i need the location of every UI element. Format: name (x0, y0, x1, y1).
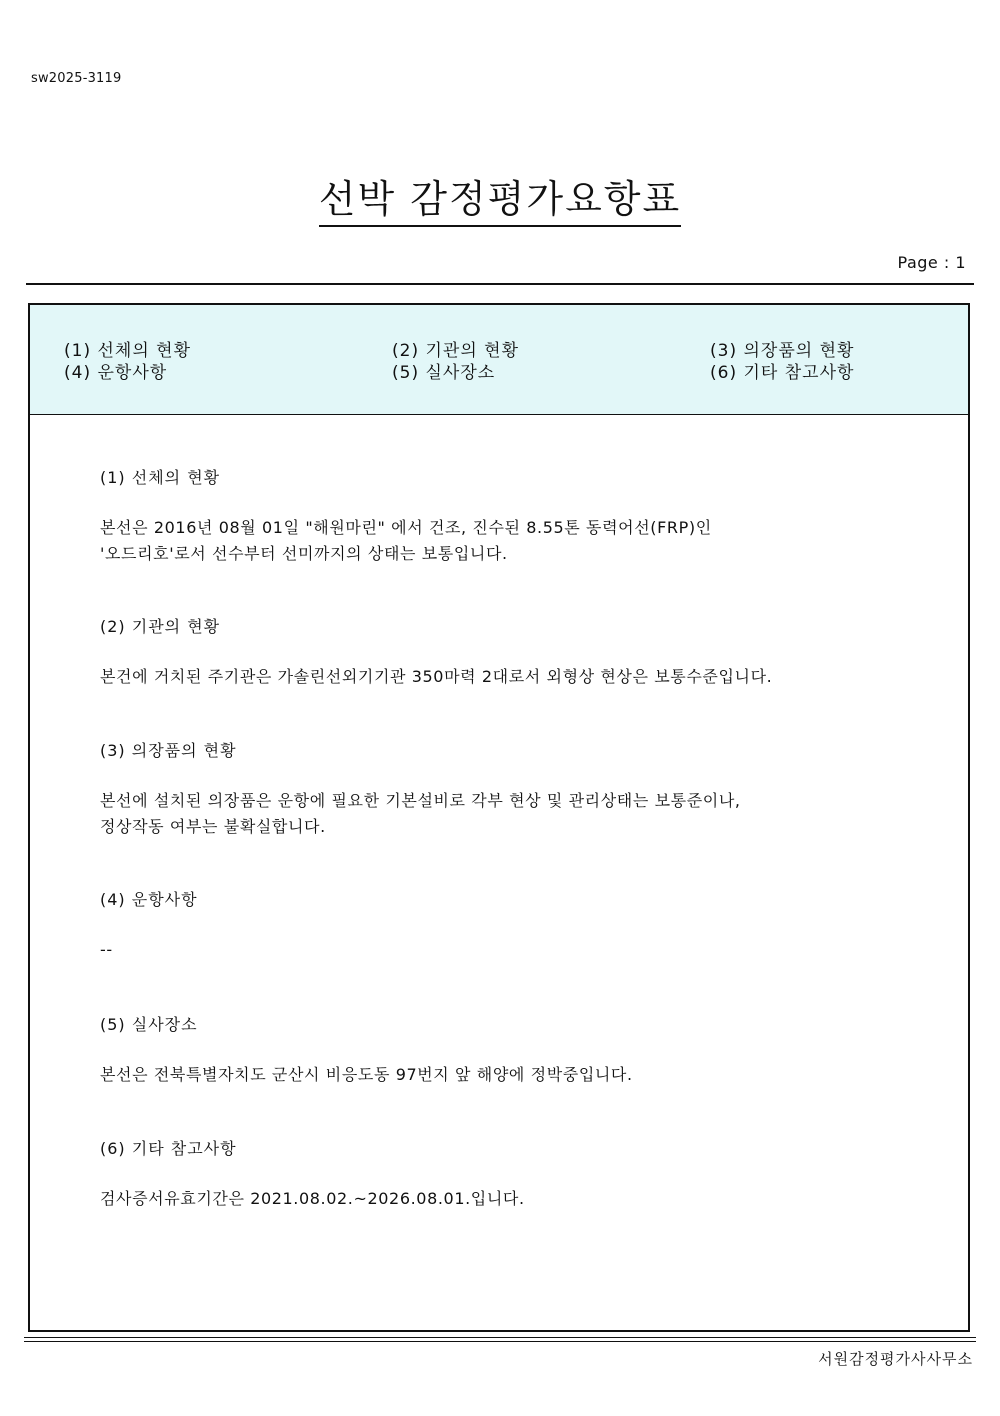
section-operation (100, 887, 920, 963)
toc-item-equipment: (3) 의장품의 현황 (710, 341, 855, 361)
section-location (100, 1012, 920, 1088)
toc-item-engine: (2) 기관의 현황 (392, 341, 519, 361)
section-body (100, 788, 920, 840)
section-line: 본선에 설치된 의장품은 운항에 필요한 기본설비로 각부 현상 및 관리상태는 보통준이나, (100, 791, 741, 810)
document-id: sw2025-3119 (31, 71, 122, 86)
footer-divider (24, 1337, 976, 1338)
section-title: (5) 실사장소 (100, 1015, 198, 1034)
section-line: 정상작동 여부는 불확실합니다. (100, 817, 326, 836)
section-line: -- (100, 940, 113, 959)
section-title: (2) 기관의 현황 (100, 617, 221, 636)
section-title: (4) 운항사항 (100, 890, 198, 909)
toc-item-location: (5) 실사장소 (392, 363, 496, 383)
toc-item-other: (6) 기타 참고사항 (710, 363, 855, 383)
toc-item-hull: (1) 선체의 현황 (64, 341, 191, 361)
section-other (100, 1136, 920, 1212)
section-line: '오드리호'로서 선수부터 선미까지의 상태는 보통입니다. (100, 544, 508, 563)
section-engine (100, 614, 920, 690)
section-line: 본건에 거치된 주기관은 가솔린선외기기관 350마력 2대로서 외형상 현상은 보통수준입니다. (100, 667, 773, 686)
footer-divider (24, 1341, 976, 1342)
page-title-text: 선박 감정평가요항표 (319, 177, 681, 227)
section-title: (1) 선체의 현황 (100, 468, 221, 487)
section-body (100, 937, 920, 963)
section-body (100, 1062, 920, 1088)
content-box (28, 303, 970, 1332)
section-line: 검사증서유효기간은 2021.08.02.~2026.08.01.입니다. (100, 1189, 525, 1208)
office-name: 서원감정평가사사무소 (818, 1350, 973, 1368)
header-divider (26, 283, 974, 285)
toc-item-operation: (4) 운항사항 (64, 363, 168, 383)
section-title: (3) 의장품의 현황 (100, 741, 237, 760)
page-number: Page : 1 (897, 253, 966, 272)
section-body (100, 1186, 920, 1212)
section-hull (100, 465, 920, 567)
page-title (0, 168, 1000, 223)
section-line: 본선은 전북특별자치도 군산시 비응도동 97번지 앞 해양에 정박중입니다. (100, 1065, 633, 1084)
table-of-contents (30, 305, 968, 415)
section-line: 본선은 2016년 08월 01일 "해원마린" 에서 건조, 진수된 8.55톤 동력어선(FRP)인 (100, 518, 712, 537)
section-equipment (100, 738, 920, 840)
section-body (100, 515, 920, 567)
section-title: (6) 기타 참고사항 (100, 1139, 237, 1158)
section-body (100, 664, 920, 690)
